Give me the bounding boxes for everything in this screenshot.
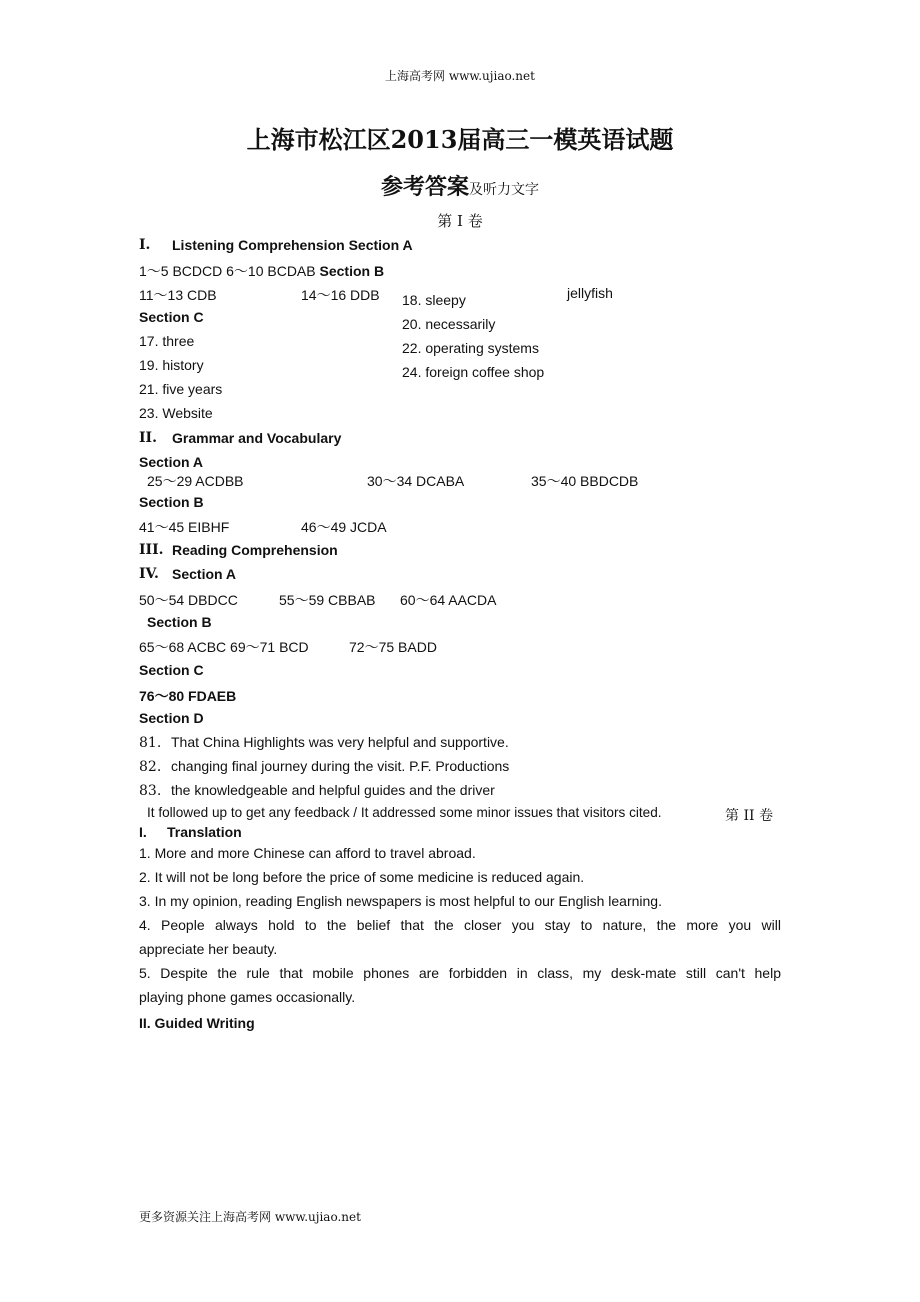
section-heading: Translation bbox=[167, 824, 242, 840]
answer: jellyfish bbox=[567, 285, 613, 301]
section-label: Section C bbox=[139, 662, 204, 678]
answer: 21. five years bbox=[139, 381, 223, 397]
section-label: Section D bbox=[139, 710, 204, 726]
translation: 1. More and more Chinese can afford to travel abroad. bbox=[139, 845, 476, 861]
answers-1-10: 1～5 BCDCD 6～10 BCDAB bbox=[139, 263, 320, 279]
translation: 2. It will not be long before the price of some medicine is reduced again. bbox=[139, 869, 585, 885]
answers: 25～29 ACDBB bbox=[147, 473, 244, 489]
section-number: I. bbox=[139, 824, 147, 840]
answer: 17. three bbox=[139, 333, 195, 349]
answers: 14～16 DDB bbox=[301, 287, 380, 303]
question-number: 82. bbox=[139, 759, 162, 775]
translation: appreciate her beauty. bbox=[139, 941, 278, 957]
section-label: Section A bbox=[139, 454, 204, 470]
answers: 50～54 DBDCC bbox=[139, 592, 238, 608]
question-number: 83. bbox=[139, 783, 162, 799]
answers: 30～34 DCABA bbox=[367, 473, 465, 489]
answer: 24. foreign coffee shop bbox=[402, 364, 545, 380]
translation: playing phone games occasionally. bbox=[139, 989, 356, 1005]
answers: 35～40 BBDCDB bbox=[531, 473, 639, 489]
answers: 41～45 EIBHF bbox=[139, 519, 230, 535]
answer-line bbox=[139, 261, 384, 281]
page-footer: 更多资源关注上海高考网 www.ujiao.net bbox=[139, 1210, 361, 1224]
subtitle bbox=[0, 170, 920, 201]
section-number: II. bbox=[139, 430, 157, 446]
question-number: 81. bbox=[139, 735, 162, 751]
section-label: Section C bbox=[139, 309, 204, 325]
answer: 18. sleepy bbox=[402, 292, 466, 308]
translation: 4. People always hold to the belief that the closer you stay to nature, the more you will bbox=[139, 917, 781, 933]
answers: 11～13 CDB bbox=[139, 287, 217, 303]
section-number: III. bbox=[139, 542, 164, 558]
answer: 19. history bbox=[139, 357, 204, 373]
section-heading: Grammar and Vocabulary bbox=[172, 430, 342, 446]
section-number: I. bbox=[139, 237, 151, 253]
subtitle-main: 参考答案 bbox=[380, 174, 469, 199]
translation: 5. Despite the rule that mobile phones are forbidden in class, my desk-mate still can't help bbox=[139, 965, 781, 981]
answers: 46～49 JCDA bbox=[301, 519, 387, 535]
answers: 76～80 FDAEB bbox=[139, 688, 237, 704]
answers: 60～64 AACDA bbox=[400, 592, 497, 608]
volume-2-label: 第 II 卷 bbox=[725, 808, 773, 824]
section-label: Section B bbox=[147, 614, 212, 630]
section-heading: Reading Comprehension bbox=[172, 542, 338, 558]
answer: the knowledgeable and helpful guides and the driver bbox=[171, 782, 495, 798]
answer: changing final journey during the visit. P.F. Productions bbox=[171, 758, 510, 774]
answer: 23. Website bbox=[139, 405, 213, 421]
answers: 65～68 ACBC 69～71 BCD bbox=[139, 639, 309, 655]
translation: 3. In my opinion, reading English newspapers is most helpful to our English learning. bbox=[139, 893, 662, 909]
volume-1-label: 第 I 卷 bbox=[437, 212, 483, 230]
subtitle-small: 及听力文字 bbox=[469, 182, 539, 198]
document-title: 上海市松江区2013届高三一模英语试题 bbox=[246, 125, 674, 154]
section-heading: II. Guided Writing bbox=[139, 1015, 255, 1031]
answers: 72～75 BADD bbox=[349, 639, 437, 655]
section-number: IV. bbox=[139, 566, 159, 582]
answer: 20. necessarily bbox=[402, 316, 496, 332]
section-b-label: Section B bbox=[319, 263, 385, 279]
answer: That China Highlights was very helpful and supportive. bbox=[171, 734, 509, 750]
answers: 55～59 CBBAB bbox=[279, 592, 376, 608]
answer: It followed up to get any feedback / It addressed some minor issues that visitors cited. bbox=[147, 805, 662, 820]
page-header: 上海高考网 www.ujiao.net bbox=[385, 69, 535, 83]
section-heading: Section A bbox=[172, 566, 237, 582]
section-heading: Listening Comprehension Section A bbox=[172, 237, 413, 253]
answer: 22. operating systems bbox=[402, 340, 539, 356]
section-label: Section B bbox=[139, 494, 204, 510]
